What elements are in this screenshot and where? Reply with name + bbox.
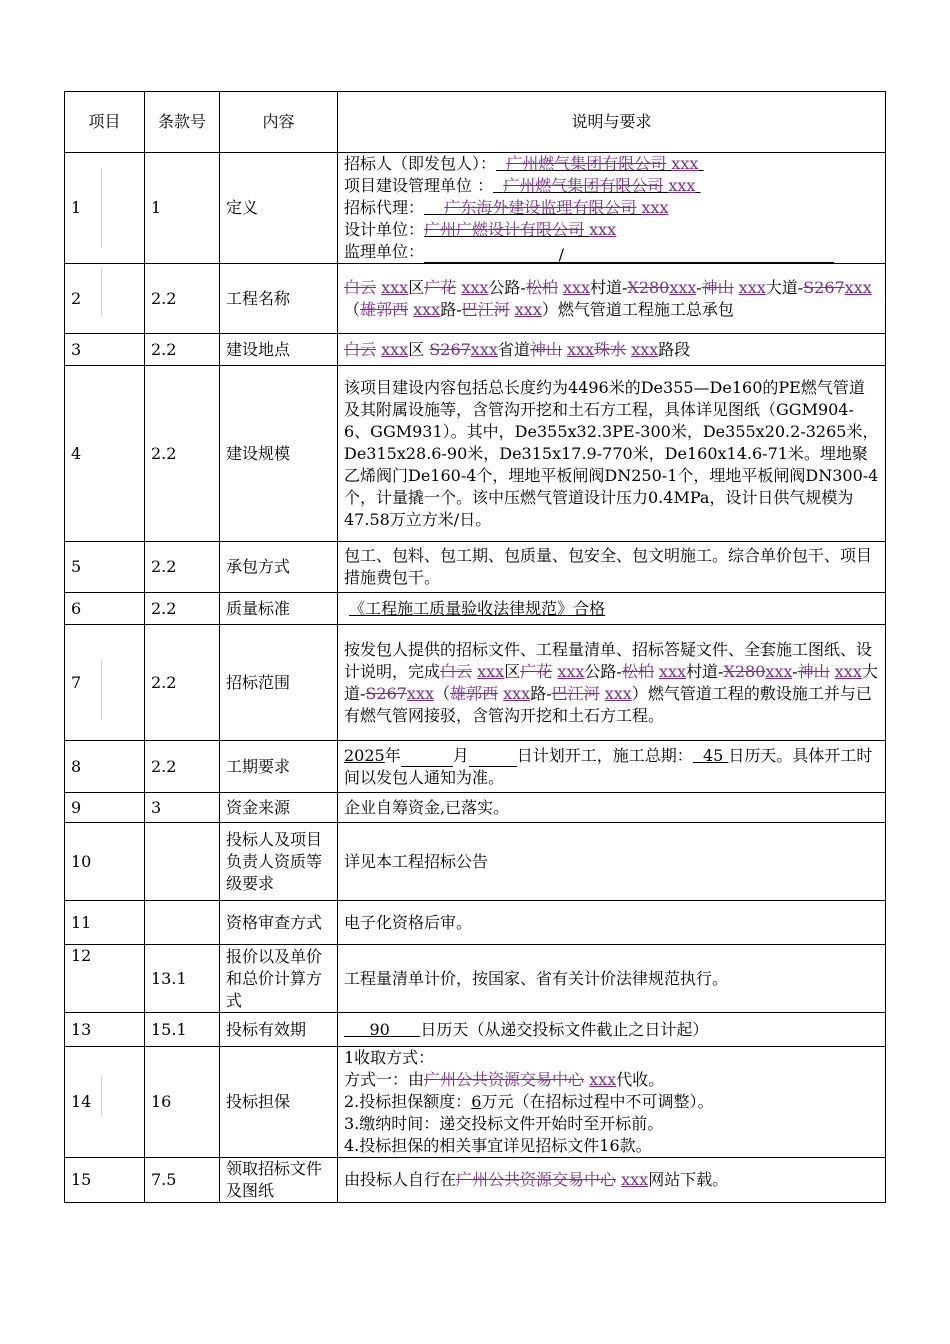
schedule-cell: 2025年 月 日计划开工，施工总期： 45 日历天。具体开工时间以发包人通知为准。 [338,741,886,793]
table-row [65,1047,886,1158]
clause-number [145,823,220,901]
table-row [65,625,886,741]
row-number: 5 [65,542,145,593]
item-name: 建设规模 [220,366,338,542]
clause-number: 2.2 [145,542,220,593]
duration-days: 45 [702,745,724,765]
table-row [65,153,886,264]
agent-line: 招标代理： 广东海外建设监理有限公司 xxx [344,198,669,217]
row-number: 3 [65,334,145,366]
header-clause-no: 条款号 [145,92,220,153]
guarantee-cell: 1收取方式： 方式一：由广州公共资源交易中心 xxx代收。 2.投标担保额度：6万元（在招标过程中不可调整）。 3.缴纳时间：递交投标文件开始时至开标前。 4.投标担保的相关事宜详见招标文件16款。 [338,1047,886,1158]
item-name: 投标有效期 [220,1013,338,1047]
download-cell: 由投标人自行在广州公共资源交易中心 xxx网站下载。 [338,1158,886,1203]
location-cell: 白云 xxx区 S267xxx省道神山 xxx珠水 xxx路段 [338,334,886,366]
inserted-text: xxx [589,220,617,239]
clause-number: 2.2 [145,625,220,741]
table-row [65,542,886,593]
inserted-text: xxx [641,198,669,217]
item-name: 报价以及单价和总价计算方式 [220,945,338,1013]
item-name: 资格审查方式 [220,901,338,945]
row-number: 6 [65,593,145,625]
row-number: 4 [65,366,145,542]
clause-number: 2.2 [145,264,220,334]
project-name-cell: 白云 xxx区广花 xxx公路-松柏 xxx村道-X280xxx-神山 xxx大道-S267xxx（雄郭西 xxx路-巴江河 xxx）燃气管道工程施工总承包 [338,264,886,334]
header-description: 说明与要求 [338,92,886,153]
row-number: 1 [65,153,145,264]
row-number: 7 [65,625,145,741]
item-name: 承包方式 [220,542,338,593]
validity-cell: 90 日历天（从递交投标文件截止之日计起） [338,1013,886,1047]
table-row [65,823,886,901]
table-row [65,264,886,334]
clause-number: 15.1 [145,1013,220,1047]
item-name: 投标人及项目负责人资质等级要求 [220,823,338,901]
row-number: 10 [65,823,145,901]
inserted-text: xxx [668,176,696,195]
table-row [65,593,886,625]
item-name: 质量标准 [220,593,338,625]
deleted-text: 广州广燃设计有限公司 [424,220,585,239]
supervisor-line: 监理单位： / [344,241,879,263]
scan-mark [101,1076,102,1116]
deleted-text: 广州燃气集团有限公司 [503,176,664,195]
description-cell [338,153,886,264]
row-number: 13 [65,1013,145,1047]
validity-days: 90 [369,1019,390,1039]
header-content: 内容 [220,92,338,153]
contract-mode-cell: 包工、包料、包工期、包质量、包安全、包文明施工。综合单价包干、项目措施费包干。 [338,542,886,593]
management-unit-line: 项目建设管理单位 ： 广州燃气集团有限公司 xxx [344,176,696,195]
tenderer-line: 招标人（即发包人）： 广州燃气集团有限公司 xxx [344,154,699,173]
scan-mark [101,660,102,720]
clause-number: 3 [145,793,220,823]
row-number: 2 [65,264,145,334]
item-name: 投标担保 [220,1047,338,1158]
deleted-text: 广州燃气集团有限公司 [506,154,667,173]
guarantee-amount: 6 [471,1092,482,1111]
row-number: 15 [65,1158,145,1203]
table-row [65,334,886,366]
table-row [65,793,886,823]
table-row [65,741,886,793]
item-name: 招标范围 [220,625,338,741]
clause-number: 2.2 [145,741,220,793]
deleted-text: 广东海外建设监理有限公司 [444,198,637,217]
inserted-text: xxx [671,154,699,173]
scan-mark [101,168,102,248]
table-row [65,1158,886,1203]
qualification-cell: 详见本工程招标公告 [338,823,886,901]
table-header-row [65,92,886,153]
supervisor-value: / [424,244,564,263]
table-row [65,901,886,945]
row-number: 14 [65,1047,145,1158]
clause-number: 1 [145,153,220,264]
funding-cell: 企业自筹资金,已落实。 [338,793,886,823]
scan-mark [101,268,102,316]
clause-number: 16 [145,1047,220,1158]
header-item-no: 项目 [65,92,145,153]
clause-number: 2.2 [145,366,220,542]
table-row [65,366,886,542]
row-number: 9 [65,793,145,823]
quality-cell: 《工程施工质量验收法律规范》合格 [338,593,886,625]
item-name: 工期要求 [220,741,338,793]
bid-info-table [64,91,886,1203]
clause-number [145,901,220,945]
clause-number: 2.2 [145,593,220,625]
review-cell: 电子化资格后审。 [338,901,886,945]
clause-number: 7.5 [145,1158,220,1203]
table-row [65,1013,886,1047]
row-number: 12 [65,945,145,1013]
table-row [65,945,886,1013]
item-name: 工程名称 [220,264,338,334]
row-number: 11 [65,901,145,945]
item-name: 领取招标文件及图纸 [220,1158,338,1203]
pricing-cell: 工程量清单计价，按国家、省有关计价法律规范执行。 [338,945,886,1013]
scope-cell: 按发包人提供的招标文件、工程量清单、招标答疑文件、全套施工图纸、设计说明，完成白云 xxx区广花 xxx公路-松柏 xxx村道-X280xxx-神山 xxx大道-S267xxx（雄郭西 xxx路-巴江河 xxx）燃气管道工程的敷设施工并与已有燃气管网接驳，含管沟开挖和土石方工程。 [338,625,886,741]
clause-number: 13.1 [145,945,220,1013]
row-number: 8 [65,741,145,793]
item-name: 定义 [220,153,338,264]
item-name: 建设地点 [220,334,338,366]
clause-number: 2.2 [145,334,220,366]
item-name: 资金来源 [220,793,338,823]
scale-cell: 该项目建设内容包括总长度约为4496米的De355—De160的PE燃气管道及其附属设施等，含管沟开挖和土石方工程，具体详见图纸（GGM904-6、GGM931）。其中，De355x32.3PE-300米，De355x20.2-3265米，De315x28.6-90米，De315x17.9-770米，De160x14.6-71米。埋地聚乙烯阀门De160-4个，埋地平板闸阀DN250-1个，埋地平板闸阀DN300-4个，计量撬一个。该中压燃气管道设计压力0.4MPa，设计日供气规模为47.58万立方米/日。 [338,366,886,542]
designer-line: 设计单位：广州广燃设计有限公司 xxx [344,220,617,239]
